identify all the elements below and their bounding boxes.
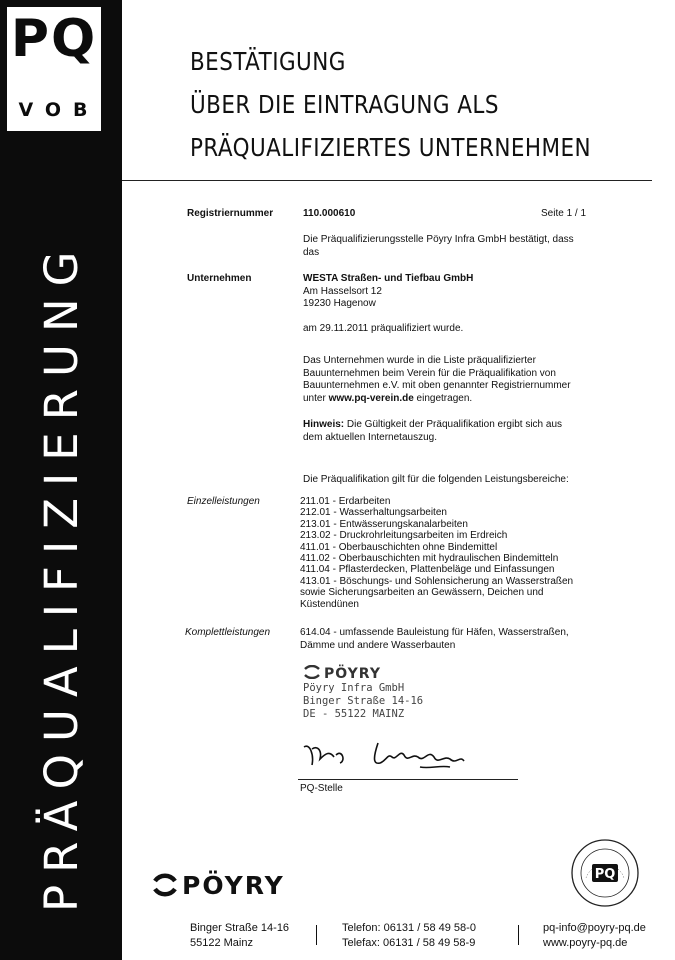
stamp-logo: [303, 665, 423, 682]
company-label: Unternehmen: [187, 273, 252, 284]
list-item: 411.04 - Pflasterdecken, Plattenbeläge und Einfassungen: [300, 564, 555, 576]
registry-number: 110.000610: [303, 208, 356, 219]
company-stamp: [303, 665, 423, 721]
list-item: Küstendünen: [300, 598, 359, 610]
company-name: WESTA Straßen- und Tiefbau GmbH: [303, 273, 474, 284]
scope-intro: Die Präqualifikation gilt für die folgenden Leistungsbereiche:: [303, 474, 569, 485]
footer-contact: [342, 921, 476, 950]
signature-caption: PQ-Stelle: [300, 783, 343, 794]
list-item: 411.02 - Oberbauschichten mit hydraulischen Bindemitteln: [300, 553, 559, 565]
footer-web-link[interactable]: www.poyry-pq.de: [543, 936, 628, 949]
footer-address-1: Binger Straße 14-16: [190, 922, 290, 934]
document-heading: [190, 40, 594, 169]
page-indicator: Seite 1 / 1: [541, 208, 587, 219]
footer-address-2: 55122 Mainz: [190, 936, 253, 949]
listing-line-3: Bauunternehmen e.V. mit oben genannter Registriernummer: [303, 380, 571, 392]
listing-line-2: Bauunternehmen beim Verein für die Präqualifikation von: [303, 367, 556, 379]
list-item: 213.02 - Druckrohrleitungsarbeiten im Erdreich: [300, 530, 508, 542]
logo-vob-text: VOB: [18, 99, 100, 121]
vertical-title: PRÄQUALIFIZIERUNG: [35, 239, 88, 912]
list-item: 411.01 - Oberbauschichten ohne Bindemittel: [300, 541, 498, 553]
footer-email-link[interactable]: pq-info@poyry-pq.de: [543, 922, 646, 934]
logo-pq-text: PQ: [10, 9, 98, 69]
footer-logo: [152, 871, 285, 900]
pq-verein-link[interactable]: www.pq-verein.de: [328, 392, 414, 404]
poyry-mark-icon: [303, 665, 321, 679]
einzel-list: [300, 496, 573, 610]
signature-line: [298, 779, 518, 780]
footer-phone: Telefon: 06131 / 58 49 58-0: [342, 922, 476, 934]
handwritten-signature: [300, 735, 490, 779]
komplett-line-2: Dämme und andere Wasserbauten: [300, 639, 456, 651]
heading-divider: [122, 180, 652, 181]
komplett-label: Komplettleistungen: [185, 627, 271, 638]
pq-vob-logo: [4, 4, 104, 134]
heading-line-1: BESTÄTIGUNG: [190, 47, 346, 76]
pq-quality-seal: [570, 838, 640, 908]
komplett-line-1: 614.04 - umfassende Bauleistung für Häfen, Wasserstraßen,: [300, 627, 569, 638]
einzel-label: Einzelleistungen: [187, 496, 260, 507]
note-text-1: Die Gültigkeit der Präqualifikation ergibt sich aus: [344, 419, 563, 430]
stamp-line-3: DE - 55122 MAINZ: [303, 708, 405, 720]
stamp-line-1: Pöyry Infra GmbH: [303, 682, 405, 694]
footer-online: [543, 921, 646, 950]
intro-line-2: das: [303, 246, 320, 258]
listing-pre: unter: [303, 392, 329, 404]
footer-fax: Telefax: 06131 / 58 49 58-9: [342, 936, 476, 949]
company-block: [303, 273, 473, 311]
intro-text: [303, 234, 574, 259]
listing-line-1: Das Unternehmen wurde in die Liste präqualifizierter: [303, 355, 536, 366]
validity-note: [303, 419, 562, 444]
left-sidebar-band: [0, 0, 122, 960]
registry-label: Registriernummer: [187, 208, 274, 219]
stamp-line-2: Binger Straße 14-16: [303, 695, 424, 707]
poyry-logo-icon: [152, 873, 178, 897]
company-street: Am Hasselsort 12: [303, 285, 382, 297]
intro-line-1: Die Präqualifizierungsstelle Pöyry Infra GmbH bestätigt, dass: [303, 234, 574, 245]
footer-divider: [316, 925, 317, 945]
listing-post: eingetragen.: [413, 392, 473, 404]
note-text-2: dem aktuellen Internetauszug.: [303, 431, 437, 443]
list-item: 213.01 - Entwässerungskanalarbeiten: [300, 518, 468, 530]
heading-line-2: ÜBER DIE EINTRAGUNG ALS: [190, 90, 499, 119]
list-item: sowie Sicherungsarbeiten an Gewässern, Deichen und: [300, 587, 544, 599]
listing-paragraph: [303, 355, 571, 405]
list-item: 413.01 - Böschungs- und Sohlensicherung an Wasserstraßen: [300, 575, 574, 587]
note-label: Hinweis:: [303, 419, 345, 430]
footer-address: [190, 921, 289, 950]
listing-line-4: [303, 393, 571, 406]
heading-line-3: PRÄQUALIFIZIERTES UNTERNEHMEN: [190, 133, 591, 162]
footer-divider: [518, 925, 519, 945]
list-item: 211.01 - Erdarbeiten: [300, 496, 391, 507]
seal-center-text: PQ: [594, 867, 616, 882]
komplett-block: [300, 627, 569, 652]
stamp-logo-text: PÖYRY: [324, 666, 381, 682]
footer-logo-text: PÖYRY: [182, 871, 285, 900]
company-city: 19230 Hagenow: [303, 298, 376, 310]
list-item: 212.01 - Wasserhaltungsarbeiten: [300, 507, 447, 519]
prequalification-date: am 29.11.2011 präqualifiziert wurde.: [303, 323, 464, 334]
